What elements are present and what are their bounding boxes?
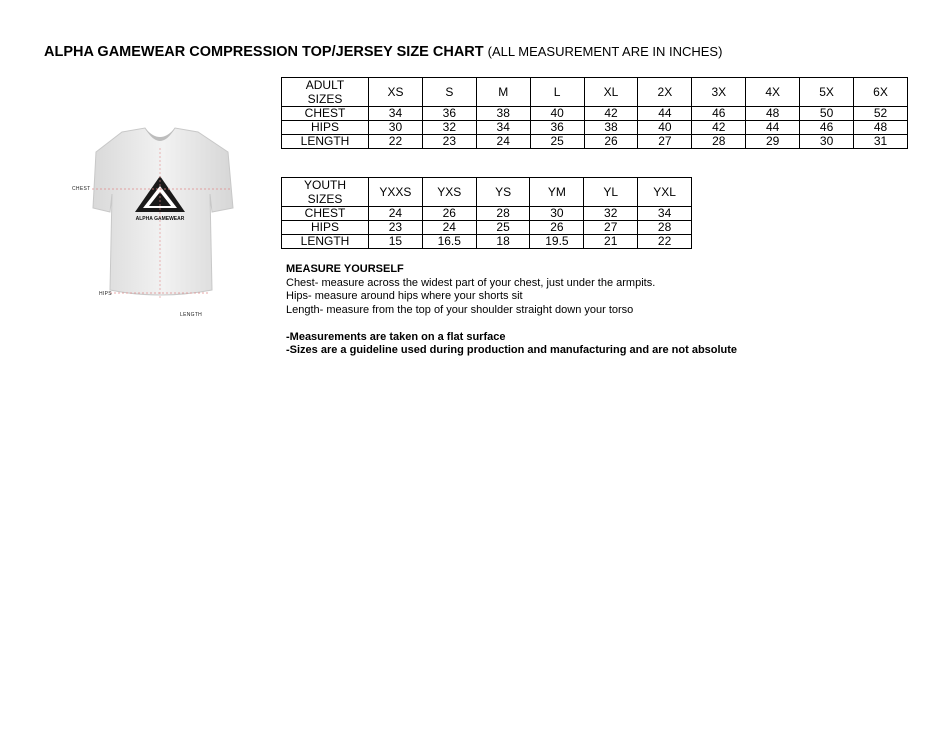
measure-instructions bbox=[286, 263, 737, 358]
adult-size-xl: XL bbox=[584, 78, 638, 107]
table-cell: 48 bbox=[854, 121, 908, 135]
adult-hips-row bbox=[282, 121, 908, 135]
adult-size-6x: 6X bbox=[854, 78, 908, 107]
spacer bbox=[286, 317, 737, 331]
table-cell: 22 bbox=[369, 135, 423, 149]
youth-size-yxs: YXS bbox=[422, 178, 476, 207]
youth-chest-row bbox=[282, 207, 692, 221]
units-note: (ALL MEASUREMENT ARE IN INCHES) bbox=[487, 44, 723, 59]
table-cell: 36 bbox=[530, 121, 584, 135]
table-cell: 31 bbox=[854, 135, 908, 149]
youth-size-yxl: YXL bbox=[638, 178, 692, 207]
table-cell: 18 bbox=[476, 235, 530, 249]
table-cell: 32 bbox=[422, 121, 476, 135]
chest-instruction: Chest- measure across the widest part of your chest, just under the armpits. bbox=[286, 276, 656, 289]
table-cell: 52 bbox=[854, 107, 908, 121]
adult-header-row bbox=[282, 78, 908, 107]
adult-size-m: M bbox=[476, 78, 530, 107]
table-cell: 27 bbox=[584, 221, 638, 235]
chest-label: CHEST bbox=[72, 186, 91, 192]
jersey-graphic bbox=[70, 120, 250, 325]
adult-length-row bbox=[282, 135, 908, 149]
youth-size-yl: YL bbox=[584, 178, 638, 207]
length-instruction: Length- measure from the top of your shoulder straight down your torso bbox=[286, 303, 634, 316]
table-cell: 24 bbox=[422, 221, 476, 235]
table-cell: 16.5 bbox=[422, 235, 476, 249]
table-cell: 24 bbox=[369, 207, 423, 221]
table-cell: 25 bbox=[476, 221, 530, 235]
adult-size-5x: 5X bbox=[800, 78, 854, 107]
row-label: LENGTH bbox=[282, 135, 369, 149]
table-cell: 15 bbox=[369, 235, 423, 249]
adult-size-table bbox=[281, 77, 908, 149]
table-cell: 48 bbox=[746, 107, 800, 121]
youth-sizes-header: YOUTH SIZES bbox=[282, 178, 369, 207]
table-cell: 46 bbox=[800, 121, 854, 135]
table-cell: 23 bbox=[369, 221, 423, 235]
row-label: CHEST bbox=[282, 207, 369, 221]
table-cell: 36 bbox=[422, 107, 476, 121]
flat-surface-note: -Measurements are taken on a flat surface bbox=[286, 330, 506, 343]
table-cell: 38 bbox=[584, 121, 638, 135]
table-cell: 27 bbox=[638, 135, 692, 149]
adult-sizes-header: ADULT SIZES bbox=[282, 78, 369, 107]
table-cell: 26 bbox=[584, 135, 638, 149]
adult-size-4x: 4X bbox=[746, 78, 800, 107]
table-cell: 34 bbox=[638, 207, 692, 221]
table-cell: 44 bbox=[638, 107, 692, 121]
page-title bbox=[44, 44, 722, 60]
table-cell: 34 bbox=[476, 121, 530, 135]
table-cell: 42 bbox=[692, 121, 746, 135]
table-cell: 40 bbox=[638, 121, 692, 135]
adult-size-l: L bbox=[530, 78, 584, 107]
table-cell: 30 bbox=[530, 207, 584, 221]
logo-text: ALPHA GAMEWEAR bbox=[135, 216, 185, 222]
table-cell: 24 bbox=[476, 135, 530, 149]
hips-instruction: Hips- measure around hips where your shorts sit bbox=[286, 290, 523, 302]
table-cell: 22 bbox=[638, 235, 692, 249]
hips-label: HIPS bbox=[99, 291, 112, 297]
adult-chest-row bbox=[282, 107, 908, 121]
table-cell: 23 bbox=[422, 135, 476, 149]
table-cell: 38 bbox=[476, 107, 530, 121]
youth-size-table bbox=[281, 177, 692, 249]
table-cell: 46 bbox=[692, 107, 746, 121]
adult-size-xs: XS bbox=[369, 78, 423, 107]
row-label: CHEST bbox=[282, 107, 369, 121]
table-cell: 28 bbox=[476, 207, 530, 221]
table-cell: 42 bbox=[584, 107, 638, 121]
table-cell: 44 bbox=[746, 121, 800, 135]
row-label: HIPS bbox=[282, 121, 369, 135]
adult-size-2x: 2X bbox=[638, 78, 692, 107]
length-label: LENGTH bbox=[180, 312, 203, 318]
table-cell: 28 bbox=[692, 135, 746, 149]
youth-length-row bbox=[282, 235, 692, 249]
table-cell: 50 bbox=[800, 107, 854, 121]
table-cell: 21 bbox=[584, 235, 638, 249]
table-cell: 34 bbox=[369, 107, 423, 121]
adult-size-3x: 3X bbox=[692, 78, 746, 107]
table-cell: 25 bbox=[530, 135, 584, 149]
table-cell: 29 bbox=[746, 135, 800, 149]
youth-size-ys: YS bbox=[476, 178, 530, 207]
table-cell: 26 bbox=[530, 221, 584, 235]
youth-size-ym: YM bbox=[530, 178, 584, 207]
table-cell: 40 bbox=[530, 107, 584, 121]
adult-size-s: S bbox=[422, 78, 476, 107]
table-cell: 28 bbox=[638, 221, 692, 235]
jersey-illustration bbox=[70, 120, 250, 325]
row-label: HIPS bbox=[282, 221, 369, 235]
table-cell: 32 bbox=[584, 207, 638, 221]
table-cell: 19.5 bbox=[530, 235, 584, 249]
measure-heading: MEASURE YOURSELF bbox=[286, 263, 404, 275]
youth-size-yxxs: YXXS bbox=[369, 178, 423, 207]
youth-header-row bbox=[282, 178, 692, 207]
chart-title: ALPHA GAMEWEAR COMPRESSION TOP/JERSEY SIZE CHART bbox=[44, 44, 484, 60]
table-cell: 30 bbox=[369, 121, 423, 135]
table-cell: 30 bbox=[800, 135, 854, 149]
guideline-note: -Sizes are a guideline used during production and manufacturing and are not absolute bbox=[286, 344, 738, 356]
row-label: LENGTH bbox=[282, 235, 369, 249]
youth-hips-row bbox=[282, 221, 692, 235]
table-cell: 26 bbox=[422, 207, 476, 221]
